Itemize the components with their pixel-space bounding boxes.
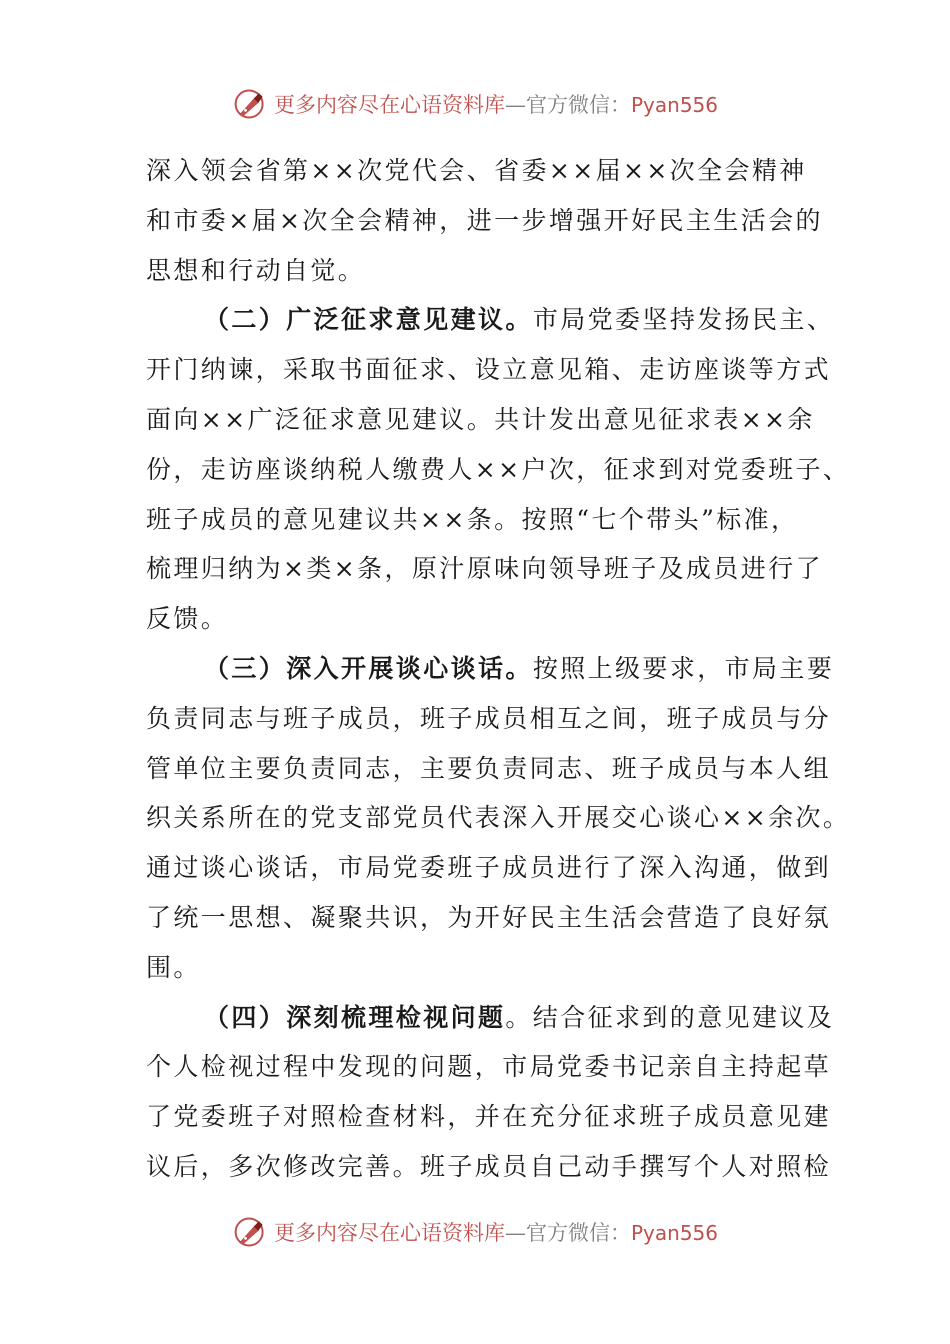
- line-text: 深入领会省第××次党代会、省委××届××次全会精神: [146, 156, 807, 185]
- section-heading: （二）广泛征求意见建议。: [204, 305, 533, 335]
- banner-main-text: 更多内容尽在心语资料库: [273, 93, 505, 117]
- line-text: 围。: [146, 952, 201, 982]
- line-text: 班子成员的意见建议共××条。按照“七个带头”标准，: [146, 504, 799, 534]
- footer-banner: [0, 1212, 950, 1252]
- text-line: [146, 495, 836, 545]
- line-text: 了党委班子对照检查材料，并在充分征求班子成员意见建: [146, 1102, 832, 1132]
- line-text: 市局党委坚持发扬民主、: [532, 305, 835, 335]
- banner-wechat-label: 官方微信：: [525, 93, 631, 117]
- text-line: [146, 943, 836, 993]
- text-line: [146, 744, 836, 794]
- pen-nib-logo-icon: [232, 86, 268, 122]
- banner-text: [274, 1217, 718, 1247]
- line-text: 面向××广泛征求意见建议。共计发出意见征求表××余: [146, 404, 815, 434]
- line-text: 议后，多次修改完善。班子成员自己动手撰写个人对照检: [146, 1151, 832, 1181]
- banner-wechat-id: Pyan556: [630, 93, 718, 117]
- header-banner: [0, 84, 950, 124]
- text-line: [146, 146, 836, 196]
- line-text: 管单位主要负责同志，主要负责同志、班子成员与本人组: [146, 753, 832, 783]
- banner-wechat-id: Pyan556: [630, 1221, 718, 1245]
- text-line: [146, 196, 836, 246]
- line-text: 。结合征求到的意见建议及: [505, 1002, 835, 1032]
- text-line: [146, 345, 836, 395]
- banner-main-text: 更多内容尽在心语资料库: [273, 1221, 505, 1245]
- line-text: 份，走访座谈纳税人缴费人××户次，征求到对党委班子、: [146, 454, 851, 484]
- text-line: [146, 793, 851, 843]
- text-line: [146, 445, 851, 495]
- line-text: 和市委×届×次全会精神，进一步增强开好民主生活会的: [146, 205, 823, 235]
- line-text: 开门纳谏，采取书面征求、设立意见箱、走访座谈等方式: [146, 355, 832, 385]
- banner-text: [274, 89, 718, 119]
- banner-wechat-label: 官方微信：: [525, 1221, 631, 1245]
- text-line: [146, 893, 836, 943]
- text-line: [146, 1142, 836, 1192]
- line-text: 个人检视过程中发现的问题，市局党委书记亲自主持起草: [146, 1052, 832, 1082]
- line-text: 按照上级要求，市局主要: [532, 653, 835, 683]
- section-heading: （三）深入开展谈心谈话。: [204, 653, 533, 683]
- line-text: 了统一思想、凝聚共识，为开好民主生活会营造了良好氛: [146, 902, 832, 932]
- text-line: [146, 594, 836, 644]
- section-heading-line: [146, 295, 836, 345]
- line-text: 梳理归纳为×类×条，原汁原味向领导班子及成员进行了: [146, 554, 823, 584]
- text-line: [146, 843, 836, 893]
- line-text: 织关系所在的党支部党员代表深入开展交心谈心××余次。: [146, 803, 851, 833]
- banner-dash: —: [504, 93, 526, 117]
- document-body: [146, 146, 851, 1192]
- line-text: 负责同志与班子成员，班子成员相互之间，班子成员与分: [146, 703, 832, 733]
- line-text: 反馈。: [146, 604, 229, 634]
- section-heading-line: [146, 644, 836, 694]
- text-line: [146, 1092, 836, 1142]
- text-line: [146, 395, 836, 445]
- text-line: [146, 694, 836, 744]
- text-line: [146, 1042, 836, 1092]
- section-heading: （四）深刻梳理检视问题: [204, 1002, 506, 1032]
- banner-dash: —: [504, 1221, 526, 1245]
- pen-nib-logo-icon: [232, 1214, 268, 1250]
- line-text: 通过谈心谈话，市局党委班子成员进行了深入沟通，做到: [146, 853, 832, 883]
- line-text: 思想和行动自觉。: [146, 255, 366, 285]
- text-line: [146, 544, 836, 594]
- text-line: [146, 246, 836, 296]
- section-heading-line: [146, 993, 836, 1043]
